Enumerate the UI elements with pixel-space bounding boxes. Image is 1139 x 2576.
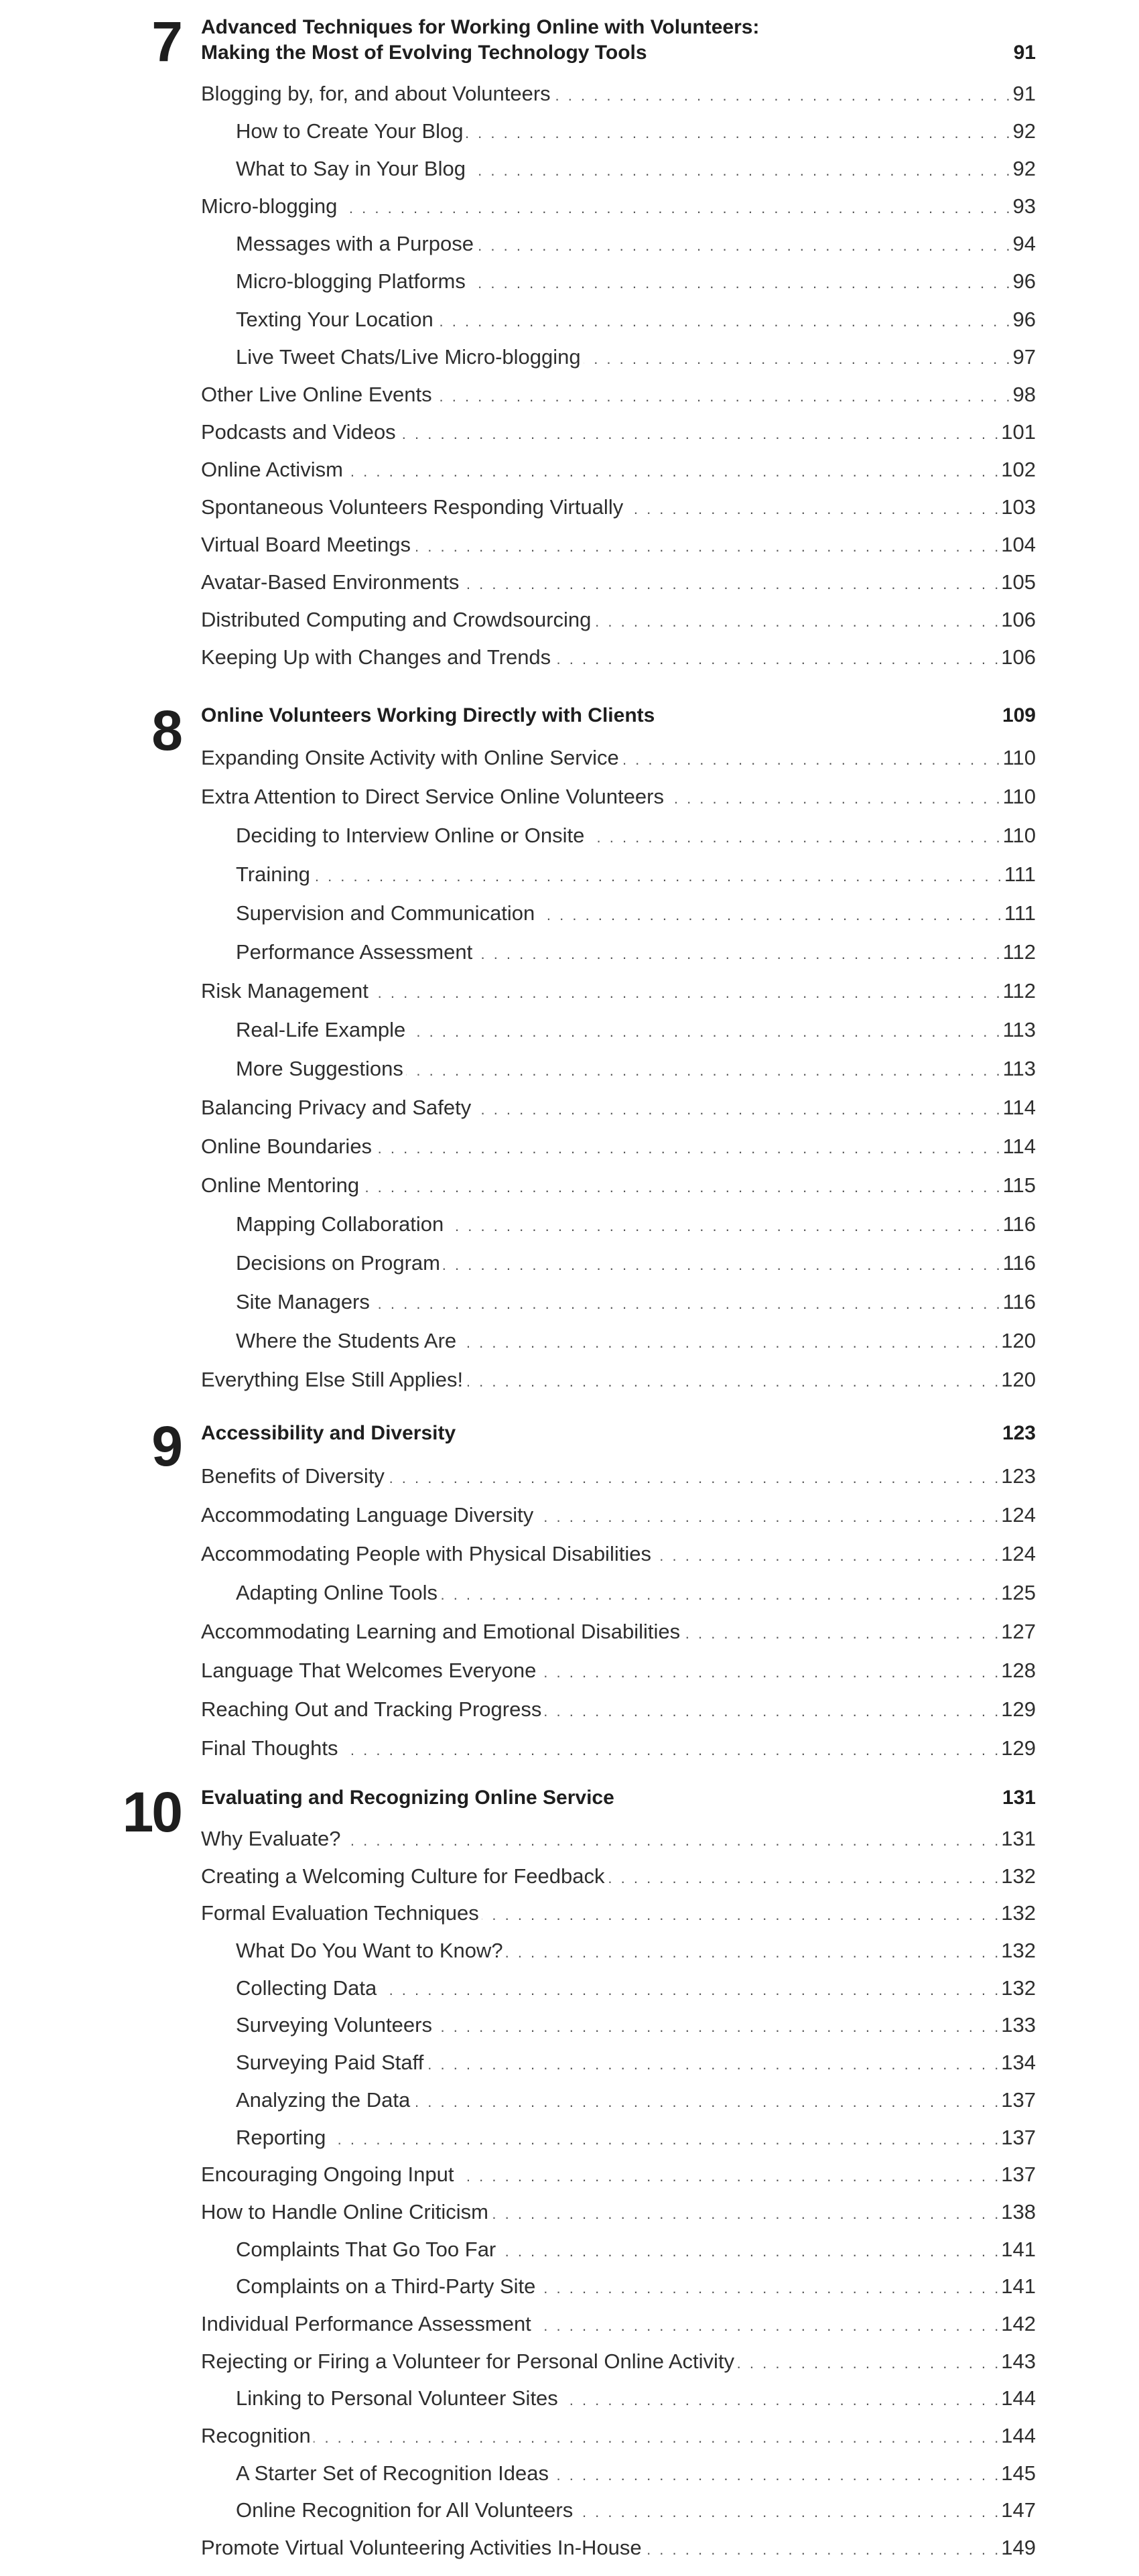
entry-page-number: 131: [1001, 1827, 1036, 1850]
dot-leader: [474, 1090, 1000, 1129]
entry-page-number: 141: [1001, 2274, 1036, 2299]
chapter-number: 10: [122, 1781, 181, 1844]
toc-entry[interactable]: [201, 1820, 1036, 1858]
entry-page-number: 120: [1001, 1329, 1036, 1352]
dot-leader: [645, 2531, 999, 2569]
toc-subentry[interactable]: [201, 1011, 1036, 1049]
entry-title: Surveying Paid Staff: [236, 2051, 424, 2075]
toc-entry[interactable]: [201, 1612, 1036, 1651]
entry-list: [201, 738, 1036, 1399]
entry-title: Recognition: [201, 2424, 311, 2447]
entry-title: Site Managers: [236, 1290, 370, 1313]
toc-entry[interactable]: [201, 75, 1036, 113]
dot-leader: [608, 1860, 999, 1897]
toc-subentry[interactable]: [201, 225, 1036, 263]
entry-title: Language That Welcomes Everyone: [201, 1659, 537, 1682]
entry-title: Complaints on a Third-Party Site: [236, 2274, 536, 2299]
entry-page-number: 129: [1001, 1697, 1036, 1721]
toc-subentry[interactable]: [201, 150, 1036, 188]
chapter-title-line1: Accessibility and Diversity: [201, 1422, 456, 1444]
entry-title: Spontaneous Volunteers Responding Virtually: [201, 495, 624, 519]
entry-title: Decisions on Program: [236, 1251, 440, 1275]
toc-entry[interactable]: [201, 777, 1036, 816]
entry-title: Formal Evaluation Techniques: [201, 1901, 479, 1925]
dot-leader: [683, 1614, 998, 1653]
dot-leader: [413, 2083, 998, 2121]
entry-page-number: 144: [1001, 2424, 1036, 2447]
toc-entry[interactable]: [201, 451, 1036, 489]
entry-page-number: 97: [1012, 344, 1036, 369]
entry-page-number: 114: [1002, 1135, 1036, 1158]
dot-leader: [576, 2494, 998, 2531]
entry-page-number: 138: [1001, 2199, 1036, 2224]
dot-leader: [446, 1207, 1000, 1246]
dot-leader: [476, 227, 1010, 265]
entry-title: Online Mentoring: [201, 1173, 360, 1197]
dot-leader: [737, 2345, 998, 2382]
entry-page-number: 112: [1002, 940, 1036, 964]
chapter-number: 8: [151, 699, 181, 762]
entry-title: Accommodating People with Physical Disabilities: [201, 1542, 651, 1565]
dot-leader: [539, 1653, 998, 1692]
entry-title: Where the Students Are: [236, 1329, 457, 1352]
dot-leader: [413, 528, 998, 566]
toc-subentry[interactable]: [201, 816, 1036, 855]
dot-leader: [594, 603, 998, 641]
entry-list: [201, 1820, 1036, 2567]
entry-title: Encouraging Ongoing Input: [201, 2163, 454, 2187]
entry-page-number: 132: [1001, 1976, 1036, 2000]
chapter-title-line1: Online Volunteers Working Directly with Clients: [201, 704, 655, 726]
dot-leader: [626, 491, 998, 528]
entry-page-number: 128: [1001, 1659, 1036, 1682]
toc-subentry[interactable]: [201, 113, 1036, 150]
entry-page-number: 124: [1001, 1542, 1036, 1565]
entry-page-number: 142: [1001, 2311, 1036, 2335]
entry-page-number: 137: [1001, 2125, 1036, 2149]
entry-title: Benefits of Diversity: [201, 1464, 385, 1488]
toc-entry[interactable]: [201, 2305, 1036, 2343]
toc-subentry[interactable]: [201, 1322, 1036, 1360]
dot-leader: [406, 1051, 1000, 1090]
entry-page-number: 104: [1001, 533, 1036, 557]
toc-subentry[interactable]: [201, 1205, 1036, 1244]
entry-title: Accommodating Language Diversity: [201, 1503, 534, 1527]
entry-page-number: 134: [1001, 2051, 1036, 2075]
toc-entry[interactable]: [201, 1166, 1036, 1205]
entry-title: More Suggestions: [236, 1057, 403, 1080]
entry-title: Training: [236, 862, 310, 886]
toc-entry[interactable]: [201, 413, 1036, 451]
entry-title: Rejecting or Firing a Volunteer for Personal Online Activity: [201, 2349, 735, 2373]
dot-leader: [587, 818, 1000, 857]
entry-page-number: 123: [1001, 1464, 1036, 1488]
dot-leader: [443, 1246, 1000, 1285]
entry-title: Blogging by, for, and about Volunteers: [201, 82, 551, 105]
toc-subentry[interactable]: [201, 1970, 1036, 2007]
toc-subentry[interactable]: [201, 2081, 1036, 2119]
entry-page-number: 111: [1004, 901, 1036, 925]
toc-subentry[interactable]: [201, 301, 1036, 338]
chapter-title[interactable]: [201, 703, 1002, 728]
entry-title: Online Boundaries: [201, 1135, 373, 1158]
entry-title: Real-Life Example: [236, 1018, 406, 1041]
dot-leader: [328, 2121, 998, 2159]
entry-page-number: 110: [1002, 824, 1036, 847]
chapter-title-line1: Advanced Techniques for Working Online with Volunteers:: [201, 16, 760, 38]
toc-entry[interactable]: [201, 1729, 1036, 1768]
toc-entry[interactable]: [201, 972, 1036, 1011]
dot-leader: [459, 1324, 998, 1362]
entry-title: A Starter Set of Recognition Ideas: [236, 2461, 549, 2485]
dot-leader: [340, 190, 1010, 227]
entry-page-number: 115: [1002, 1173, 1036, 1197]
dot-leader: [456, 2158, 998, 2195]
dot-leader: [536, 1498, 998, 1537]
dot-leader: [468, 152, 1010, 190]
entry-page-number: 132: [1001, 1901, 1036, 1925]
chapter-title[interactable]: [201, 1785, 1002, 1811]
dot-leader: [341, 1731, 999, 1770]
toc-entry[interactable]: [201, 526, 1036, 564]
entry-title: Analyzing the Data: [236, 2087, 411, 2112]
entry-page-number: 92: [1012, 119, 1036, 143]
entry-title: How to Handle Online Criticism: [201, 2199, 488, 2224]
entry-page-number: 113: [1002, 1057, 1036, 1080]
entry-title: Online Activism: [201, 457, 343, 481]
chapter-heading: [201, 703, 1036, 728]
dot-leader: [622, 740, 1000, 779]
entry-page-number: 137: [1001, 2163, 1036, 2187]
entry-page-number: 105: [1001, 570, 1036, 594]
dot-leader: [491, 2195, 998, 2233]
toc-subentry[interactable]: [201, 2119, 1036, 2156]
entry-title: Mapping Collaboration: [236, 1212, 444, 1236]
toc-entry[interactable]: [201, 2529, 1036, 2567]
dot-leader: [313, 857, 1002, 896]
toc-subentry[interactable]: [201, 338, 1036, 376]
entry-title: Final Thoughts: [201, 1736, 338, 1760]
entry-title: Why Evaluate?: [201, 1827, 341, 1850]
entry-page-number: 113: [1002, 1018, 1036, 1041]
toc-entry[interactable]: [201, 738, 1036, 777]
dot-leader: [475, 935, 1000, 974]
entry-title: Deciding to Interview Online or Onsite: [236, 824, 585, 847]
dot-leader: [667, 779, 1000, 818]
dot-leader: [440, 1575, 998, 1614]
entry-title: Linking to Personal Volunteer Sites: [236, 2386, 558, 2410]
entry-title: Podcasts and Videos: [201, 420, 396, 444]
chapter-heading: [201, 1421, 1036, 1446]
entry-title: Surveying Volunteers: [236, 2013, 432, 2037]
chapter-page: 123: [1002, 1422, 1036, 1444]
entry-page-number: 124: [1001, 1503, 1036, 1527]
entry-title: Live Tweet Chats/Live Micro-blogging: [236, 344, 581, 369]
dot-leader: [435, 378, 1010, 415]
entry-title: Creating a Welcoming Culture for Feedback: [201, 1864, 605, 1888]
toc-entry[interactable]: [201, 1496, 1036, 1535]
toc-subentry[interactable]: [201, 2492, 1036, 2529]
toc-subentry[interactable]: [201, 2044, 1036, 2081]
dot-leader: [375, 1129, 1000, 1168]
dot-leader: [584, 340, 1010, 378]
entry-page-number: 114: [1002, 1096, 1036, 1119]
dot-leader: [387, 1459, 998, 1498]
dot-leader: [466, 115, 1010, 152]
dot-leader: [346, 453, 998, 491]
toc-subentry[interactable]: [201, 263, 1036, 300]
entry-title: Promote Virtual Volunteering Activities In-House: [201, 2536, 642, 2560]
toc-entry[interactable]: [201, 1535, 1036, 1573]
entry-title: Extra Attention to Direct Service Online Volunteers: [201, 785, 664, 808]
dot-leader: [379, 1972, 998, 2009]
dot-leader: [534, 2307, 998, 2345]
entry-page-number: 127: [1001, 1620, 1036, 1643]
entry-title: Virtual Board Meetings: [201, 533, 411, 557]
entry-title: What to Say in Your Blog: [236, 157, 466, 181]
dot-leader: [654, 1537, 998, 1575]
entry-page-number: 120: [1001, 1368, 1036, 1391]
toc-entry[interactable]: [201, 1690, 1036, 1729]
chapter-page: 109: [1002, 704, 1036, 726]
entry-title: Balancing Privacy and Safety: [201, 1096, 472, 1119]
chapter-number: 9: [151, 1415, 181, 1478]
dot-leader: [466, 1362, 998, 1401]
entry-title: Texting Your Location: [236, 307, 433, 331]
chapter-heading: [201, 1785, 1036, 1811]
entry-page-number: 125: [1001, 1581, 1036, 1604]
chapter-page: 91: [1013, 42, 1036, 64]
toc-entry[interactable]: [201, 1457, 1036, 1496]
entry-page-number: 132: [1001, 1864, 1036, 1888]
entry-title: Individual Performance Assessment: [201, 2311, 531, 2335]
entry-page-number: 133: [1001, 2013, 1036, 2037]
entry-page-number: 102: [1001, 457, 1036, 481]
toc-subentry[interactable]: [201, 894, 1036, 933]
dot-leader: [435, 2008, 998, 2046]
entry-page-number: 149: [1001, 2536, 1036, 2560]
toc-subentry[interactable]: [201, 2268, 1036, 2305]
entry-page-number: 106: [1001, 645, 1036, 669]
chapter-page: 131: [1002, 1787, 1036, 1809]
entry-page-number: 106: [1001, 608, 1036, 632]
dot-leader: [314, 2419, 999, 2457]
dot-leader: [373, 1285, 1000, 1324]
entry-title: Avatar-Based Environments: [201, 570, 460, 594]
entry-page-number: 144: [1001, 2386, 1036, 2410]
entry-page-number: 93: [1012, 194, 1036, 218]
entry-list: [201, 1457, 1036, 1768]
toc-entry[interactable]: [201, 1360, 1036, 1399]
entry-title: Accommodating Learning and Emotional Disabilities: [201, 1620, 681, 1643]
dot-leader: [553, 77, 1010, 115]
entry-title: Reaching Out and Tracking Progress: [201, 1697, 542, 1721]
chapter-title[interactable]: [201, 1421, 1002, 1446]
entry-page-number: 94: [1012, 232, 1036, 256]
entry-page-number: 110: [1002, 746, 1036, 769]
chapter-title-line1: Evaluating and Recognizing Online Service: [201, 1787, 614, 1809]
toc-entry[interactable]: [201, 601, 1036, 639]
entry-page-number: 147: [1001, 2498, 1036, 2522]
entry-page-number: 112: [1002, 979, 1036, 1003]
toc-entry[interactable]: [201, 376, 1036, 413]
entry-page-number: 137: [1001, 2087, 1036, 2112]
entry-page-number: 129: [1001, 1736, 1036, 1760]
entry-title: Complaints That Go Too Far: [236, 2237, 496, 2261]
dot-leader: [553, 641, 998, 678]
entry-title: Reporting: [236, 2125, 326, 2149]
toc-subentry[interactable]: [201, 1049, 1036, 1088]
dot-leader: [538, 2270, 998, 2307]
dot-leader: [551, 2457, 998, 2494]
dot-leader: [399, 415, 999, 453]
dot-leader: [498, 2233, 998, 2270]
dot-leader: [482, 1896, 999, 1934]
entry-title: Adapting Online Tools: [236, 1581, 438, 1604]
entry-title: Collecting Data: [236, 1976, 377, 2000]
toc-entry[interactable]: [201, 564, 1036, 601]
entry-list: [201, 75, 1036, 677]
entry-page-number: 98: [1012, 382, 1036, 406]
dot-leader: [544, 1692, 998, 1731]
entry-page-number: 116: [1002, 1251, 1036, 1275]
dot-leader: [344, 1822, 999, 1860]
entry-page-number: 103: [1001, 495, 1036, 519]
toc-entry[interactable]: [201, 639, 1036, 676]
dot-leader: [506, 1934, 999, 1972]
entry-page-number: 116: [1002, 1212, 1036, 1236]
toc-subentry[interactable]: [201, 1244, 1036, 1283]
entry-title: Messages with a Purpose: [236, 232, 474, 256]
toc-entry[interactable]: [201, 1651, 1036, 1690]
entry-title: Everything Else Still Applies!: [201, 1368, 464, 1391]
entry-title: How to Create Your Blog: [236, 119, 464, 143]
toc-entry[interactable]: [201, 1858, 1036, 1895]
toc-subentry[interactable]: [201, 1283, 1036, 1322]
toc-subentry[interactable]: [201, 1573, 1036, 1612]
entry-page-number: 96: [1012, 307, 1036, 331]
chapter-number: 7: [151, 10, 181, 73]
entry-page-number: 141: [1001, 2237, 1036, 2261]
entry-page-number: 96: [1012, 269, 1036, 294]
entry-title: Distributed Computing and Crowdsourcing: [201, 608, 592, 632]
entry-page-number: 101: [1001, 420, 1036, 444]
entry-title: Other Live Online Events: [201, 382, 432, 406]
dot-leader: [462, 566, 998, 603]
entry-title: Supervision and Communication: [236, 901, 535, 925]
dot-leader: [426, 2046, 998, 2083]
entry-title: Expanding Onsite Activity with Online Service: [201, 746, 619, 769]
dot-leader: [436, 303, 1010, 340]
toc-entry[interactable]: [201, 489, 1036, 526]
dot-leader: [371, 974, 1000, 1013]
entry-title: Risk Management: [201, 979, 368, 1003]
entry-title: Keeping Up with Changes and Trends: [201, 645, 551, 669]
toc-subentry[interactable]: [201, 2455, 1036, 2492]
entry-page-number: 110: [1002, 785, 1036, 808]
dot-leader: [561, 2382, 998, 2419]
toc-entry[interactable]: [201, 2193, 1036, 2231]
entry-page-number: 143: [1001, 2349, 1036, 2373]
toc-subentry[interactable]: [201, 2380, 1036, 2417]
toc-entry[interactable]: [201, 2343, 1036, 2380]
entry-title: Micro-blogging Platforms: [236, 269, 466, 294]
entry-title: Micro-blogging: [201, 194, 338, 218]
toc-subentry[interactable]: [201, 2006, 1036, 2044]
toc-subentry[interactable]: [201, 855, 1036, 894]
entry-page-number: 116: [1002, 1290, 1036, 1313]
dot-leader: [408, 1013, 1000, 1051]
toc-entry[interactable]: [201, 1088, 1036, 1127]
toc-subentry[interactable]: [201, 933, 1036, 972]
dot-leader: [362, 1168, 1000, 1207]
dot-leader: [468, 265, 1010, 302]
toc-entry[interactable]: [201, 1127, 1036, 1166]
toc-entry[interactable]: [201, 2156, 1036, 2193]
entry-title: Performance Assessment: [236, 940, 473, 964]
chapter-heading: [201, 15, 1036, 66]
entry-title: What Do You Want to Know?: [236, 1939, 503, 1963]
chapter-title[interactable]: [201, 15, 1014, 66]
toc-entry[interactable]: [201, 1894, 1036, 1932]
chapter-title-line2: Making the Most of Evolving Technology Tools: [201, 42, 647, 64]
toc-subentry[interactable]: [201, 2231, 1036, 2268]
toc-subentry[interactable]: [201, 1932, 1036, 1970]
entry-page-number: 91: [1012, 82, 1036, 105]
entry-page-number: 132: [1001, 1939, 1036, 1963]
entry-title: Online Recognition for All Volunteers: [236, 2498, 574, 2522]
dot-leader: [537, 896, 1002, 935]
toc-entry[interactable]: [201, 2417, 1036, 2455]
toc-entry[interactable]: [201, 188, 1036, 225]
entry-page-number: 145: [1001, 2461, 1036, 2485]
entry-page-number: 111: [1004, 862, 1036, 886]
entry-page-number: 92: [1012, 157, 1036, 181]
